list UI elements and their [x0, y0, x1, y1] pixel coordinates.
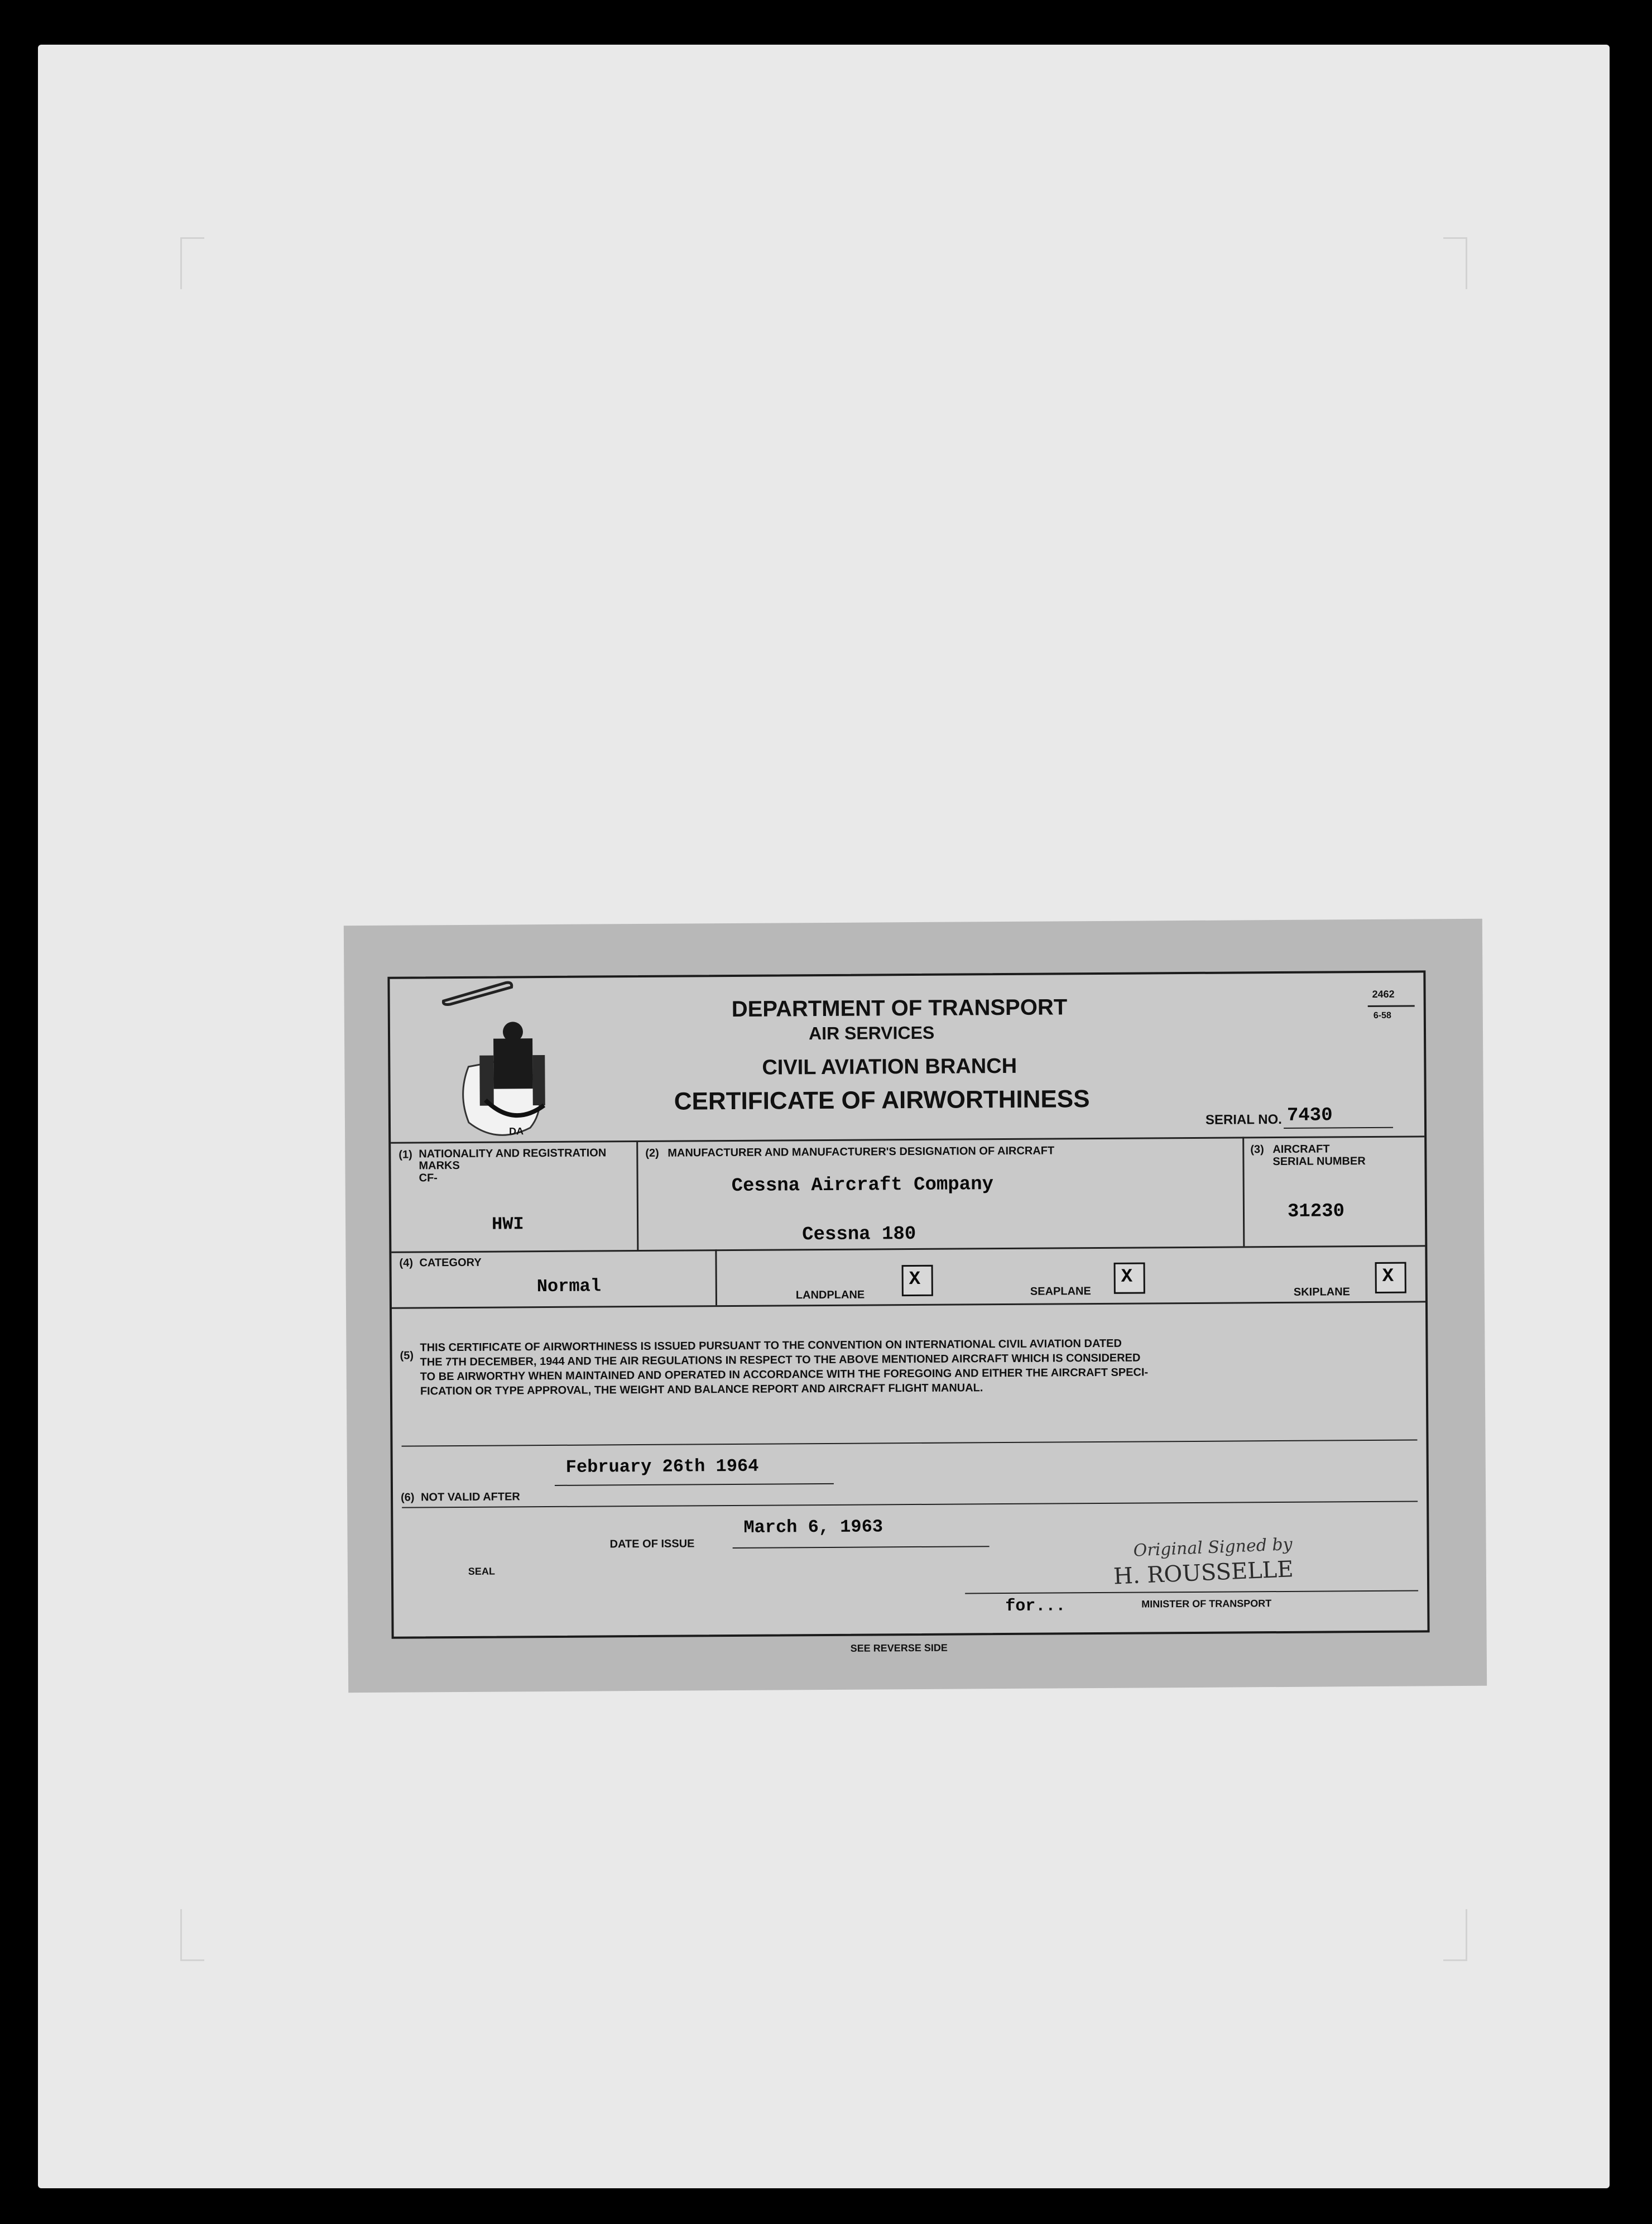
field3-label-line1: AIRCRAFT [1272, 1143, 1330, 1156]
paper-clip-icon [439, 978, 517, 1006]
canada-coat-of-arms-seal [446, 1016, 558, 1145]
field1-prefix: CF- [419, 1172, 438, 1185]
crop-mark-top-left [180, 237, 204, 289]
date-of-issue-label: DATE OF ISSUE [609, 1537, 695, 1551]
skiplane-label: SKIPLANE [1293, 1286, 1351, 1298]
crop-mark-top-right [1443, 237, 1467, 289]
certificate-form [387, 970, 1429, 1638]
original-signed-stamp: Original Signed by [1133, 1534, 1293, 1561]
not-valid-after-value: February 26th 1964 [565, 1455, 759, 1478]
field6-number: (6) [401, 1491, 415, 1504]
signatory-title: MINISTER OF TRANSPORT [1141, 1598, 1272, 1610]
department-heading: DEPARTMENT OF TRANSPORT [731, 995, 1068, 1022]
landplane-label: LANDPLANE [795, 1288, 865, 1302]
aircraft-serial-value: 31230 [1287, 1201, 1345, 1223]
form-number: 2462 [1372, 988, 1395, 1000]
certificate-photocopy [344, 919, 1487, 1693]
seal-label: SEAL [468, 1565, 495, 1577]
registration-value: HWI [491, 1214, 524, 1235]
manufacturer-value: Cessna Aircraft Company [731, 1174, 994, 1197]
serial-label: SERIAL NO. [1205, 1111, 1282, 1128]
field3-label-line2: SERIAL NUMBER [1272, 1155, 1366, 1168]
service-heading: AIR SERVICES [808, 1022, 935, 1044]
document-page [38, 45, 1610, 2188]
field5-number: (5) [400, 1349, 414, 1362]
signatory-name: H. ROUSSELLE [1113, 1556, 1294, 1590]
serial-value: 7430 [1286, 1105, 1333, 1127]
seaplane-label: SEAPLANE [1030, 1285, 1091, 1298]
field4-label: CATEGORY [419, 1256, 482, 1269]
seal-fragment-text: DA [509, 1125, 524, 1137]
model-value: Cessna 180 [802, 1223, 916, 1246]
date-of-issue-value: March 6, 1963 [743, 1516, 883, 1538]
field6-label: NOT VALID AFTER [421, 1490, 520, 1504]
landplane-checkbox[interactable]: X [902, 1265, 933, 1296]
field4-number: (4) [399, 1257, 414, 1269]
branch-heading: CIVIL AVIATION BRANCH [762, 1054, 1017, 1080]
field1-label: NATIONALITY AND REGISTRATION MARKS [419, 1147, 607, 1172]
page-title: CERTIFICATE OF AIRWORTHINESS [674, 1085, 1090, 1115]
for-text: for... [1005, 1597, 1066, 1617]
category-value: Normal [536, 1276, 602, 1297]
field2-number: (2) [645, 1147, 659, 1159]
declaration-line-4: FICATION OR TYPE APPROVAL, THE WEIGHT AND BALANCE REPORT AND AIRCRAFT FLIGHT MANUAL. [420, 1382, 983, 1398]
declaration-line-2: THE 7TH DECEMBER, 1944 AND THE AIR REGULATIONS IN RESPECT TO THE ABOVE MENTIONED AIRCRAFT WHICH IS CONSIDERED [420, 1351, 1141, 1369]
form-revision: 6-58 [1373, 1010, 1391, 1020]
field3-number: (3) [1250, 1143, 1264, 1156]
skiplane-checkbox[interactable]: X [1375, 1262, 1406, 1293]
crop-mark-bottom-right [1443, 1909, 1467, 1961]
field1-number: (1) [398, 1148, 412, 1161]
see-reverse-side: SEE REVERSE SIDE [850, 1642, 948, 1654]
seaplane-checkbox[interactable]: X [1114, 1262, 1145, 1293]
declaration-line-1: THIS CERTIFICATE OF AIRWORTHINESS IS ISSUED PURSUANT TO THE CONVENTION ON INTERNATIONAL CIVIL AVIATION DATED [420, 1337, 1122, 1354]
crop-mark-bottom-left [180, 1909, 204, 1961]
declaration-line-3: TO BE AIRWORTHY WHEN MAINTAINED AND OPERATED IN ACCORDANCE WITH THE FOREGOING AND EITHER THE AIRCRAFT SPECI- [420, 1366, 1149, 1383]
field2-label: MANUFACTURER AND MANUFACTURER'S DESIGNATION OF AIRCRAFT [667, 1144, 1055, 1159]
